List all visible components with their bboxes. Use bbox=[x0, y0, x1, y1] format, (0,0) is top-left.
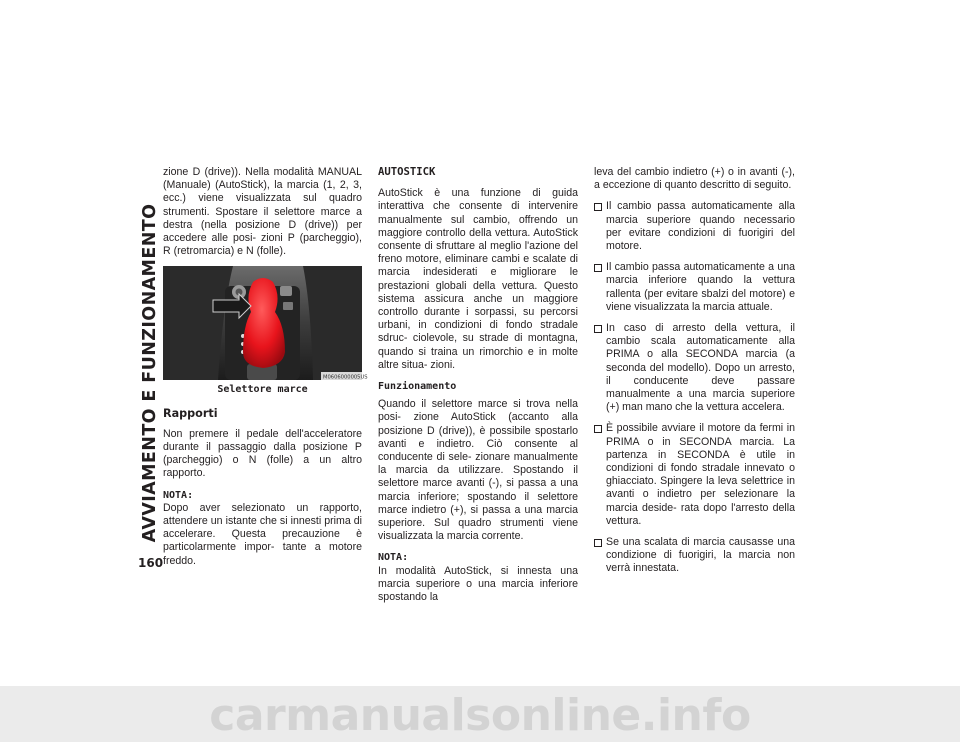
checkbox-bullet-icon bbox=[594, 325, 602, 333]
paragraph: Non premere il pedale dell'acceleratore durante il passaggio dalla posizione P (parcheggio) o N (folle) a un altro rapporto. bbox=[163, 427, 362, 480]
note-label: NOTA: bbox=[163, 489, 194, 501]
column-1 bbox=[163, 166, 368, 576]
note-label: NOTA: bbox=[378, 552, 409, 564]
list-item-text: Il cambio passa automaticamente a una marcia inferiore quando la vettura rallenta (per evitare sbalzi del motore) e viene visualizzata la marcia attuale. bbox=[606, 261, 795, 313]
section-title: AVVIAMENTO E FUNZIONAMENTO bbox=[140, 203, 160, 543]
section-heading: Rapporti bbox=[163, 406, 218, 420]
note bbox=[163, 489, 362, 568]
paragraph: Quando il selettore marce si trova nella posi- zione AutoStick (accanto alla posizione D (drive)), è possibile spostarlo avanti e indietro. Ciò consente al conducente di sele- zionare manualmente la marcia da utilizzare. Spostando il selettore marce avanti (-), si passa a una marcia inferiore; spostando il selettore marce indietro (+), si passa a una marcia superiore. Sul quadro strumenti viene visualizzata la marcia corrente. bbox=[378, 398, 578, 543]
list-item bbox=[594, 200, 795, 253]
page-number: 160 bbox=[138, 556, 164, 570]
list-item-text: Se una scalata di marcia causasse una condizione di fuorigiri, la marcia non verrà innestata. bbox=[606, 536, 795, 575]
list-item bbox=[594, 261, 795, 314]
figure-code: M0606000005US bbox=[323, 374, 368, 381]
list-item-text: In caso di arresto della vettura, il cambio scala automaticamente alla PRIMA o alla SECONDA marcia (a seconda del modello). Dopo un arresto, il conducente deve passare manualmente a una marcia superiore (+) man mano che la vettura accelera. bbox=[606, 322, 795, 414]
section-heading: AUTOSTICK bbox=[378, 166, 436, 178]
note bbox=[378, 551, 578, 604]
checkbox-bullet-icon bbox=[594, 539, 602, 547]
bullet-list bbox=[594, 200, 795, 575]
list-item-text: Il cambio passa automaticamente alla marcia superiore quando necessario per evitare condizioni di fuorigiri del motore. bbox=[606, 200, 795, 253]
paragraph: leva del cambio indietro (+) o in avanti (-), a eccezione di quanto descritto di seguito. bbox=[594, 166, 795, 192]
checkbox-bullet-icon bbox=[594, 203, 602, 211]
note-text: In modalità AutoStick, si innesta una marcia superiore o una marcia inferiore spostando la bbox=[378, 564, 578, 604]
column-2 bbox=[378, 166, 578, 612]
checkbox-bullet-icon bbox=[594, 425, 602, 433]
gear-selector-image bbox=[163, 266, 368, 381]
list-item bbox=[594, 536, 795, 576]
list-item-text: È possibile avviare il motore da fermi in PRIMA o in SECONDA marcia. La partenza in SECONDA è utile in condizioni di fondo stradale innevato o ghiacciato. Spingere la leva selettrice in avanti o indietro per selezionare la marcia deside- rata dopo l'arresto della vettura. bbox=[606, 422, 795, 527]
watermark-text: carmanualsonline.info bbox=[209, 690, 751, 741]
checkbox-bullet-icon bbox=[594, 264, 602, 272]
column-3 bbox=[594, 166, 795, 584]
figure-caption: Selettore marce bbox=[217, 384, 308, 396]
gear-selector-figure bbox=[163, 266, 368, 381]
paragraph: zione D (drive)). Nella modalità MANUAL (Manuale) (AutoStick), la marcia (1, 2, 3, ecc.) viene visualizzata sul quadro strumenti. Spostare il selettore marce a destra (nella posizione D (drive)) per accedere alle posi- zioni P (parcheggio), R (retromarcia) e N (folle). bbox=[163, 166, 362, 258]
list-item bbox=[594, 322, 795, 414]
subheading: Funzionamento bbox=[378, 381, 457, 393]
paragraph: AutoStick è una funzione di guida interattiva che consente di intervenire manualmente sul cambio, offrendo un maggiore controllo della vettura. AutoStick consente di sfruttare al meglio l'azione del freno motore, eliminare cambi e scalate di marcia indesiderati e migliorare le prestazioni globali della vettura. Questo sistema assicura anche un maggiore controllo durante i sorpassi, su percorsi urbani, in condizioni di fondo stradale sdruc- ciolevole, su strade di montagna, quando si traina un rimorchio e in molte altre situa- zioni. bbox=[378, 187, 578, 371]
note-text: Dopo aver selezionato un rapporto, attendere un istante che si innesti prima di accelerare. Questa precauzione è particolarmente impor- tante a motore freddo. bbox=[163, 501, 362, 567]
watermark-band bbox=[0, 686, 960, 742]
list-item bbox=[594, 422, 795, 528]
